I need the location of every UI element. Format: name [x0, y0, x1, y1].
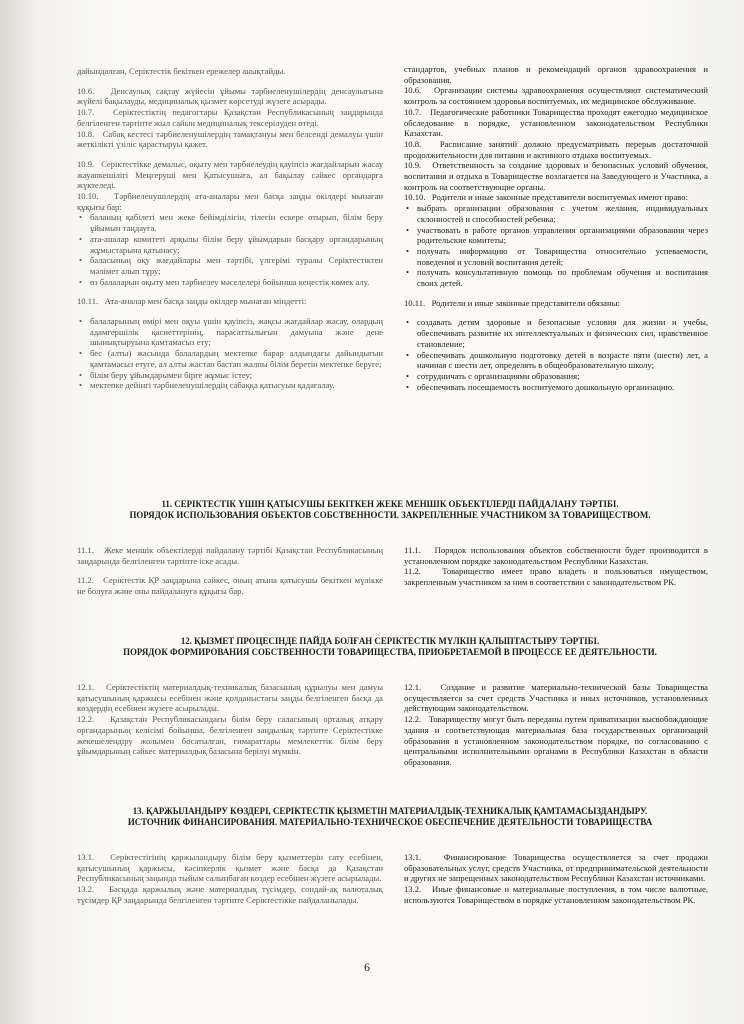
list-item: • получать консультативную помощь по проблемам обучения и воспитания своих детей.: [417, 267, 708, 288]
clause-10-8: 10.8. Расписание занятий должно предусматривать перерыв достаточной продолжительности для питания и активного отдыха воспитуемых.: [404, 138, 708, 160]
paragraph: стандартов, учебных планов и рекомендаций органов здравоохранения и образования.: [404, 64, 708, 85]
clause-10-11: 10.11. Родители и иные законные представители обязаны:: [404, 297, 620, 308]
clause-13-1: 13.1. Финансирование Товарищества осуществляется за счет продажи образовательных услуг, средств Участника, от предпринимательской деятельности и других не запрещенных законодательством Республики Казахстан источниками.: [404, 852, 708, 884]
list-item: • өз балаларын оқыту мен тәрбиелеу мәселелері бойынша кеңестік көмек алу.: [90, 277, 383, 288]
clause-13-2: 13.2. Басқада қаржылық және материалдық түсімдер, сондай-ақ валюталық түсімдер ҚР заңдарында белгіленген тәртіпте Серіктестікке пайдаланылады.: [77, 884, 383, 905]
section13-ru-column: [404, 852, 708, 906]
list-item: • обеспечивать посещаемость воспитуемого дошкольную организацию.: [417, 382, 708, 393]
heading-kz: 12. ҚЫЗМЕТ ПРОЦЕСІНДЕ ПАЙДА БОЛҒАН СЕРІКТЕСТІК МҮЛКІН ҚАЛЫПТАСТЫРУ ТӘРТІБІ.: [180, 636, 600, 646]
heading-ru: ИСТОЧНИК ФИНАНСИРОВАНИЯ. МАТЕРИАЛЬНО-ТЕХНИЧЕСКОЕ ОБЕСПЕЧЕНИЕ ДЕЯТЕЛЬНОСТИ ТОВАРИЩЕСТВА: [127, 817, 653, 827]
section-13-heading: [80, 806, 700, 828]
clause-13-2: 13.2. Иные финансовые и материальные поступления, в том числе валютные, используются Товариществом в порядке установленном законодательством РК.: [404, 884, 708, 905]
section-11-heading: [80, 499, 700, 521]
list-item: • создавать детям здоровые и безопасные условия для жизни и учебы, обеспечивать развитие их интеллектуальных и физических сил, нравственное становление;: [417, 317, 708, 349]
clause-12-1: 12.1. Создание и развитие материально-технической базы Товарищества осуществляется за счет средств Участника и иных источников, установленных действующим законодательством.: [404, 682, 708, 714]
list-item: • обеспечивать дошкольную подготовку детей в возрасте пяти (шести) лет, а начиная с шести лет, определять в общеобразовательную школу;: [417, 350, 708, 371]
section13-kz-column: [77, 852, 383, 906]
section12-kz-column: [77, 682, 383, 757]
clause-10-11: 10.11. Ата-аналар мен басқа заңды өкілдер мынаған міндетті:: [77, 296, 307, 307]
list-item: • білім беру ұйымдарымен бірге жұмыс істеу;: [90, 370, 383, 381]
list-item: • балаларының өмірі мен оқуы үшін қауіпсіз, жақсы жағдайлар жасау, олардың адамгершілік қасиеттерінің, парасаттылығын дамуына және дене шынықтыруына қамтамасыз ету;: [90, 316, 383, 348]
clause-10-7: 10.7. Педагогические работники Товарищества проходят ежегодно медицинское обследование в порядке, установленном законодательством Республики Казахстан.: [404, 106, 708, 139]
heading-ru: ПОРЯДОК ФОРМИРОВАНИЯ СОБСТВЕННОСТИ ТОВАРИЩЕСТВА, ПРИОБРЕТАЕМОЙ В ПРОЦЕССЕ ЕЕ ДЕЯТЕЛЬНОСТИ.: [123, 647, 657, 657]
section-12-heading: [80, 636, 700, 658]
paragraph: дайындалған, Серіктестік бекіткен ережелер анықтайды.: [77, 66, 286, 76]
clause-11-2: 11.2. Серіктестік ҚР заңдарына сәйкес, оның атына қатысушы бекіткен мүлікке не болуға және оны пайдалануға құқығы бар.: [77, 575, 383, 597]
heading-kz: 13. ҚАРЖЫЛАНДЫРУ КӨЗДЕРІ, СЕРІКТЕСТІК ҚЫЗМЕТІН МАТЕРИАЛДЫҚ-ТЕХНИКАЛЫҚ ҚАМТАМАСЫЗДАНДЫРУ.: [132, 806, 648, 816]
list-item: • участвовать в работе органов управления организациями образования через родительские комитеты;: [417, 225, 708, 246]
list-item: • выбрать организации образования с учетом желания, индивидуальных склонностей и способностей ребенка;: [417, 203, 708, 224]
clause-10-7: 10.7. Серіктестіктің педагогтары Қазақстан Республикасының заңдарында белгіленген тәртіпте жыл сайын медициналық тексерілуден өтеді.: [77, 107, 383, 128]
list-item: • бес (алты) жасында балалардың мектепке барар алдындағы дайындығын қамтамасыз етуге, ал алты жастан бастап жалпы білім беретін мектепке беруге;: [90, 348, 383, 369]
section12-ru-column: [404, 682, 708, 768]
duties-list: [404, 317, 708, 392]
clause-10-9: 10.9. Ответственность за создание здоровых и безопасных условий обучения, воспитания и отдыха в Товариществе возлагается на Заведующего и Участника, а контроль на соответствующие органы.: [404, 160, 708, 192]
section11-kz-column: [77, 545, 383, 597]
clause-10-6: 10.6. Денсаулық сақтау жүйесін ұйымы тәрбиеленушілердің денсаулығына жүйелі бақылауды, медициналық қызмет көрсетуді жүзеге асырады.: [77, 85, 383, 107]
clause-12-1: 12.1. Серіктестіктің материалдық-техникалық базасының құрылуы мен дамуы қатысушының қаржысы есебінен және қолданыстағы заңды белгіленген басқа да көздердің есебінен жүзеге асырылады.: [77, 682, 383, 714]
clause-10-10: 10.10. Родители и иные законные представители воспитуемых имеют право:: [404, 192, 688, 203]
rights-list: [404, 203, 708, 289]
clause-11-2: 11.2. Товарищество имеет право владеть и пользоваться имуществом, закрепленным участником за ним в соответствии с законодательством РК.: [404, 566, 708, 588]
heading-ru: ПОРЯДОК ИСПОЛЬЗОВАНИЯ ОБЪЕКТОВ СОБСТВЕННОСТИ. ЗАКРЕПЛЕННЫЕ УЧАСТНИКОМ ЗА ТОВАРИЩЕСТВОМ.: [129, 510, 651, 520]
clause-13-1: 13.1. Серіктестігінің қаржыландыру білім беру қызметтерін сату есебінен, қатысушының қаржысы, кәсіпкерлік қызмет және басқа да Қазақстан Республикасының заңында тыйым салынбаған көздер есебінен жүзеге асырылады.: [77, 852, 383, 884]
list-item: • ата-аналар комитеті арқылы білім беру ұйымдарын басқару органдарының жұмыстарына қатынасу;: [90, 234, 383, 255]
section11-ru-column: [404, 545, 708, 588]
list-item: • мектепке дейінгі тәрбиеленушілердің сабаққа қатысуын қадағалау.: [90, 380, 383, 391]
clause-12-2: 12.2. Товариществу могут быть переданы путем приватизации высвобождающие здания и соответствующая материальная база государственных организаций образования в установленном законодательством порядке, по согласованию с центральными исполнительными органами в Республики Казахстан в области образования.: [404, 714, 708, 767]
list-item: • получать информацию от Товарищества относительно успеваемости, поведения и условий воспитания детей;: [417, 246, 708, 267]
clause-10-10: 10.10. Тәрбиеленушілердің ата-аналары мен басқа заңды өкілдері мынаған құқығы бар:: [77, 191, 383, 212]
clause-12-2: 12.2. Қазақстан Республикасындағы білім беру саласының орталық атқару органдарының келісімі бойынша, белгіленген заңдылық тәртіпте Серіктестікке жекешелендіру жолымен босатылған, ғимараттары мемлекеттік білім беру ұйымдарының сәйкес материалдық базасына берілуі мүмкін.: [77, 714, 383, 757]
clause-11-1: 11.1. Порядок использования объектов собственности будет производится в установленном порядке законодательством Республики Казахстан.: [404, 545, 708, 566]
list-item: • баланың қабілеті мен жеке бейімділігін, тілегін ескере отырып, білім беру ұйымын таңдауға.: [90, 212, 383, 233]
clause-10-6: 10.6. Организации системы здравоохранения осуществляют систематический контроль за состоянием здоровья воспитуемых, их медицинское обслуживание.: [404, 85, 708, 107]
heading-kz: 11. СЕРІКТЕСТІК ҮШІН ҚАТЫСУШЫ БЕКІТКЕН ЖЕКЕ МЕНШІК ОБЪЕКТІЛЕРДІ ПАЙДАЛАНУ ТӘРТІБІ.: [161, 499, 619, 509]
page-number: 6: [364, 960, 370, 974]
section10-kz-column: [77, 66, 383, 391]
list-item: • баласының оқу жағдайлары мен тәртібі, үлгерімі туралы Серіктестіктен мәлімет алып тұру;: [90, 255, 383, 276]
clause-10-8: 10.8. Сабақ кестесі тәрбиеленушілердің тамақтануы мен белсенді демалуы үшін жеткілікті үзіліс қарастыруы қажет.: [77, 128, 383, 150]
clause-10-9: 10.9. Серіктестікке демалыс, оқыту мен тәрбиелеудің қауіпсіз жағдайларын жасау жауапкешілігі Меңгеруші мен Қатысушыға, ал бақылау сәйкес органдарға жүктеледі.: [77, 158, 383, 191]
list-item: • сотрудничать с организациями образования;: [417, 371, 708, 382]
duties-list: [77, 316, 383, 391]
rights-list: [77, 212, 383, 287]
clause-11-1: 11.1. Жеке меншік объектілерді пайдалану тәртібі Қазақстан Республикасының заңдарында белгіленген тәртіпте іске асады.: [77, 545, 383, 566]
section10-ru-column: [404, 64, 708, 392]
